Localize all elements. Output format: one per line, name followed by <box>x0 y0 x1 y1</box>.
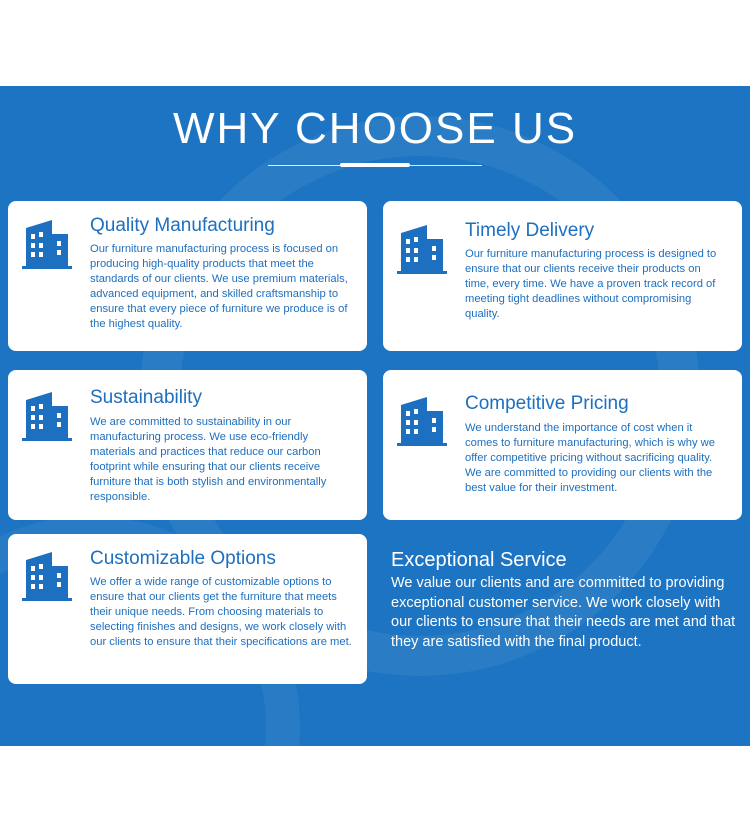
card-title: Timely Delivery <box>465 220 595 241</box>
card-description: We understand the importance of cost when it comes to furniture manufacturing, which is why we offer competitive pricing without sacrificing quality. We are committed to providing our clients with the best value for their investment. <box>465 422 715 494</box>
feature-card-quality-manufacturing <box>8 201 367 351</box>
building-icon <box>397 395 447 447</box>
card-description: We offer a wide range of customizable options to ensure that our clients get the furniture that meets their unique needs. From choosing materials to selecting finishes and designs, we work closely with our clients to ensure that their specifications are met. <box>90 576 352 648</box>
card-title: Competitive Pricing <box>465 393 629 414</box>
feature-card-timely-delivery <box>383 201 742 351</box>
building-icon <box>22 218 72 270</box>
card-description: We are committed to sustainability in our manufacturing process. We use eco-friendly materials and practices that reduce our carbon footprint while ensuring that our clients receive furniture that is both stylish and environmentally responsible. <box>90 416 327 503</box>
card-title: Customizable Options <box>90 548 276 569</box>
building-icon <box>22 550 72 602</box>
feature-card-sustainability <box>8 370 367 520</box>
exceptional-service-description: We value our clients and are committed to providing exceptional customer service. We work closely with our clients to ensure that their needs are met and that they are satisfied with the final product. <box>391 575 736 650</box>
building-icon <box>397 223 447 275</box>
card-description: Our furniture manufacturing process is designed to ensure that our clients receive their products on time, every time. We have a proven track record of meeting tight deadlines without compromising quality. <box>465 248 717 320</box>
exceptional-service-title: Exceptional Service <box>391 549 567 571</box>
why-choose-us-banner <box>0 86 750 746</box>
feature-card-competitive-pricing <box>383 370 742 520</box>
feature-card-customizable-options <box>8 534 367 684</box>
title-divider-accent <box>340 163 410 167</box>
building-icon <box>22 390 72 442</box>
card-description: Our furniture manufacturing process is focused on producing high-quality products that meet the standards of our clients. We use premium materials, advanced equipment, and skilled craftsmanship to ensure that every piece of furniture we produce is of the highest quality. <box>90 243 348 330</box>
card-title: Quality Manufacturing <box>90 215 275 236</box>
section-title: WHY CHOOSE US <box>172 104 578 153</box>
card-title: Sustainability <box>90 387 202 408</box>
